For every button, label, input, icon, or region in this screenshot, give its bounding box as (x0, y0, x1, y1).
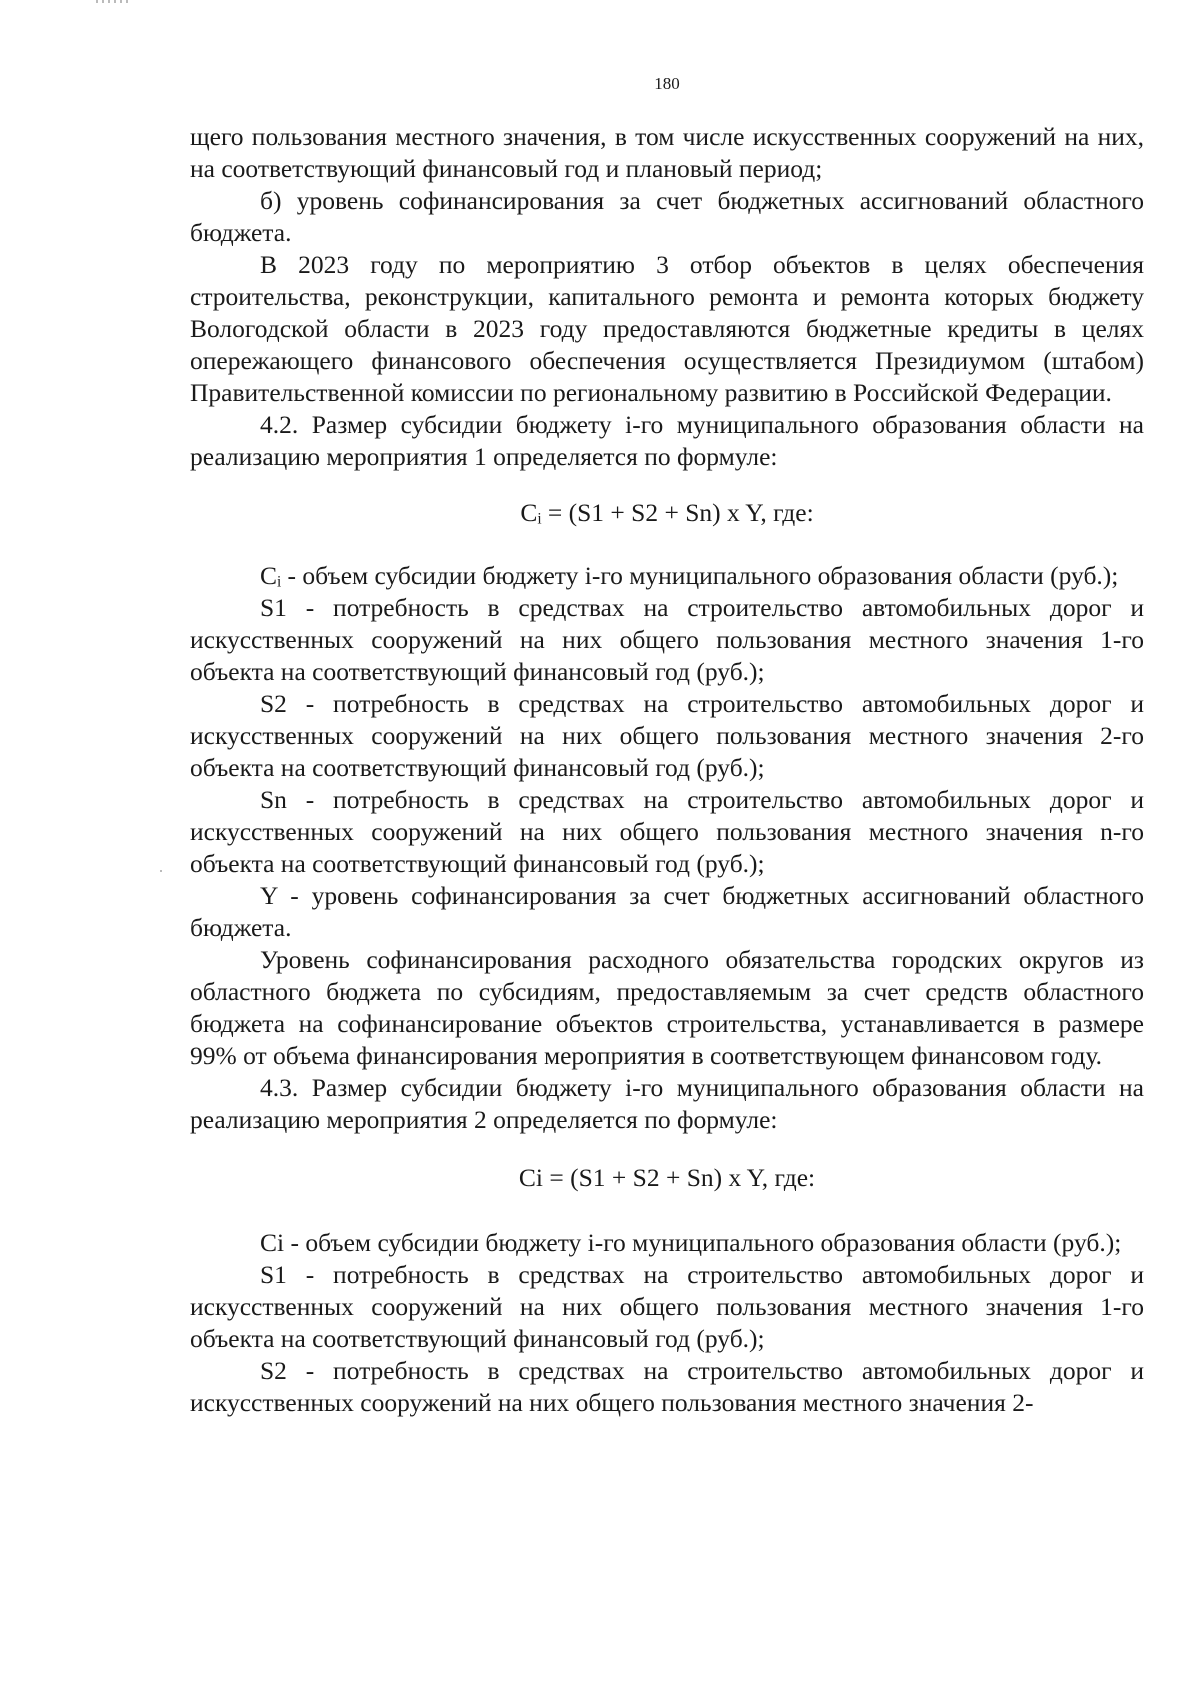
definition-s2-2: S2 - потребность в средствах на строительство автомобильных дорог и искусственных сооружений на них общего пользования местного значения 2- (190, 1356, 1144, 1417)
paragraph-cofinancing-level: Уровень софинансирования расходного обязательства городских округов из областного бюджета по субсидиям, предоставляемым за счет средств областного бюджета на софинансирование объектов строительства, устанавливается в размере 99% от объема финансирования мероприятия в соответствующем финансовом году. (190, 945, 1144, 1070)
definition-s2-1: S2 - потребность в средствах на строительство автомобильных дорог и искусственных сооружений на них общего пользования местного значения 2-го объекта на соответствующий финансовый год (руб.); (190, 689, 1144, 782)
paragraph-selection-2023: В 2023 году по мероприятию 3 отбор объектов в целях обеспечения строительства, реконструкции, капитального ремонта и ремонта которых бюджету Вологодской области в 2023 году предоставляются бюджетные кредиты в целях опережающего финансового обеспечения осуществляется Президиумом (штабом) Правительственной комиссии по региональному развитию в Российской Федерации. (190, 250, 1144, 407)
paragraph-item-b: б) уровень софинансирования за счет бюджетных ассигнований областного бюджета. (190, 186, 1144, 247)
paragraph-4-2: 4.2. Размер субсидии бюджету i-го муниципального образования области на реализацию мероприятия 1 определяется по формуле: (190, 410, 1144, 471)
formula-1: Cᵢ = (S1 + S2 + Sn) x Y, где: (520, 498, 814, 527)
scan-artifact (96, 0, 132, 3)
definition-y-1: Y - уровень софинансирования за счет бюджетных ассигнований областного бюджета. (190, 881, 1144, 942)
document-page (190, 0, 1144, 1697)
definition-s1-1: S1 - потребность в средствах на строительство автомобильных дорог и искусственных сооружений на них общего пользования местного значения 1-го объекта на соответствующий финансовый год (руб.); (190, 593, 1144, 686)
page-number: 180 (654, 74, 680, 93)
definition-s1-2: S1 - потребность в средствах на строительство автомобильных дорог и искусственных сооружений на них общего пользования местного значения 1-го объекта на соответствующий финансовый год (руб.); (190, 1260, 1144, 1353)
document-body (190, 121, 1144, 1419)
definition-sn-1: Sn - потребность в средствах на строительство автомобильных дорог и искусственных сооружений на них общего пользования местного значения n-го объекта на соответствующий финансовый год (руб.); (190, 785, 1144, 878)
definition-ci-1: Cᵢ - объем субсидии бюджету i-го муниципального образования области (руб.); (260, 561, 1119, 590)
paragraph-4-3: 4.3. Размер субсидии бюджету i-го муниципального образования области на реализацию мероприятия 2 определяется по формуле: (190, 1073, 1144, 1134)
paragraph-continuation: щего пользования местного значения, в том числе искусственных сооружений на них, на соответствующий финансовый год и плановый период; (190, 122, 1144, 183)
formula-2: Ci = (S1 + S2 + Sn) x Y, где: (518, 1163, 816, 1192)
definition-ci-2: Ci - объем субсидии бюджету i-го муниципального образования области (руб.); (260, 1228, 1122, 1257)
scan-speck (160, 870, 162, 872)
